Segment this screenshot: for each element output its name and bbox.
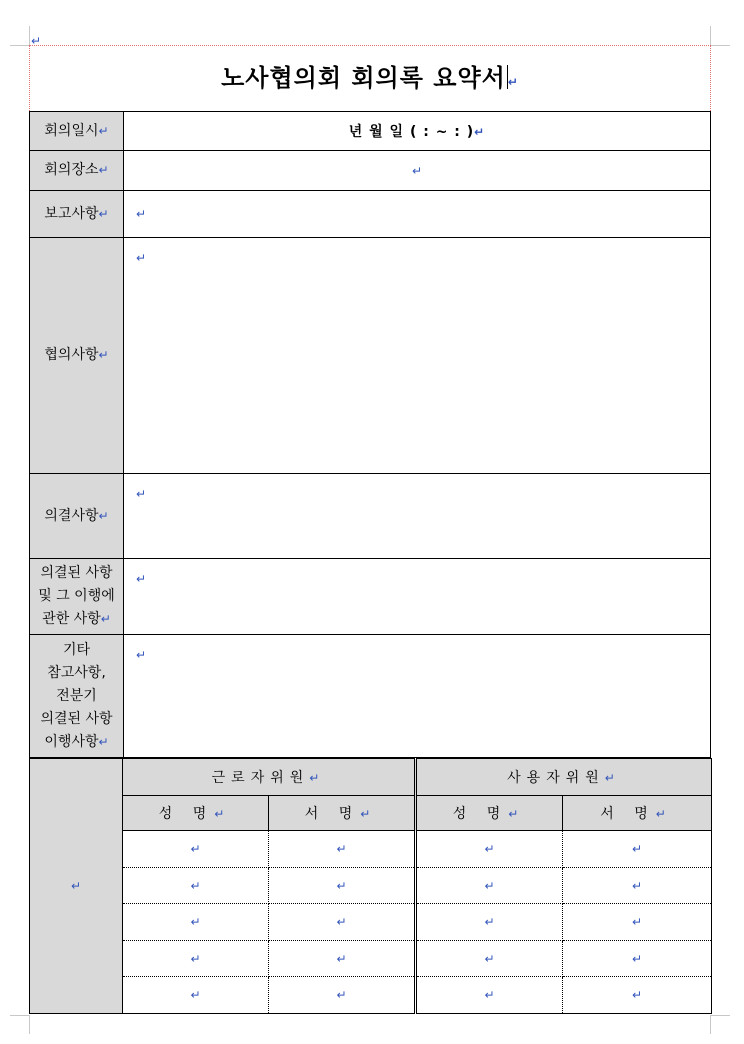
worker-name-header: 성 명↵ [123, 796, 269, 831]
signature-label-cell: ↵ [30, 759, 123, 1014]
crop-mark [29, 26, 30, 45]
worker-sign-cell[interactable]: ↵ [269, 868, 416, 904]
worker-sign-cell[interactable]: ↵ [269, 941, 416, 977]
document-title[interactable] [29, 58, 711, 93]
label-discuss: 협의사항↵ [30, 238, 124, 474]
field-resolve[interactable]: ↵ [124, 474, 711, 559]
worker-name-cell[interactable]: ↵ [123, 831, 269, 868]
margin-guide [29, 45, 711, 46]
worker-name-cell[interactable]: ↵ [123, 977, 269, 1014]
minutes-table [29, 111, 711, 758]
label-etc: 기타 참고사항, 전분기 의결된 사항 이행사항↵ [30, 635, 124, 758]
employer-sign-cell[interactable]: ↵ [563, 977, 712, 1014]
worker-sign-header: 서 명↵ [269, 796, 416, 831]
employer-name-cell[interactable]: ↵ [416, 831, 563, 868]
employer-sign-cell[interactable]: ↵ [563, 868, 712, 904]
worker-committee-header: 근로자위원↵ [123, 759, 416, 796]
field-place[interactable]: ↵ [124, 151, 711, 191]
return-mark: ↵ [507, 75, 519, 89]
field-resolved-impl[interactable]: ↵ [124, 559, 711, 635]
signature-table [29, 758, 712, 1014]
employer-committee-header: 사용자위원↵ [416, 759, 712, 796]
worker-sign-cell[interactable]: ↵ [269, 977, 416, 1014]
field-date[interactable]: 년 월 일 ( : ~ : )↵ [124, 112, 711, 151]
label-resolved-impl: 의결된 사항 및 그 이행에 관한 사항↵ [30, 559, 124, 635]
label-date: 회의일시↵ [30, 112, 124, 151]
title-text: 노사협의회 회의록 요약서 [221, 64, 506, 92]
crop-mark [10, 45, 29, 46]
field-report[interactable]: ↵ [124, 191, 711, 238]
employer-name-cell[interactable]: ↵ [416, 904, 563, 941]
label-resolve: 의결사항↵ [30, 474, 124, 559]
crop-mark [710, 26, 711, 45]
crop-mark [710, 1015, 711, 1034]
employer-name-header: 성 명↵ [416, 796, 563, 831]
employer-name-cell[interactable]: ↵ [416, 868, 563, 904]
employer-sign-cell[interactable]: ↵ [563, 904, 712, 941]
employer-sign-header: 서 명↵ [563, 796, 712, 831]
crop-mark [711, 45, 730, 46]
field-discuss[interactable]: ↵ [124, 238, 711, 474]
worker-sign-cell[interactable]: ↵ [269, 831, 416, 868]
label-place: 회의장소↵ [30, 151, 124, 191]
employer-sign-cell[interactable]: ↵ [563, 831, 712, 868]
worker-sign-cell[interactable]: ↵ [269, 904, 416, 941]
employer-sign-cell[interactable]: ↵ [563, 941, 712, 977]
crop-mark [10, 1015, 29, 1016]
worker-name-cell[interactable]: ↵ [123, 868, 269, 904]
label-report: 보고사항↵ [30, 191, 124, 238]
field-etc[interactable]: ↵ [124, 635, 711, 758]
employer-name-cell[interactable]: ↵ [416, 977, 563, 1014]
worker-name-cell[interactable]: ↵ [123, 941, 269, 977]
return-mark: ↵ [31, 34, 42, 48]
crop-mark [711, 1015, 730, 1016]
crop-mark [29, 1015, 30, 1034]
employer-name-cell[interactable]: ↵ [416, 941, 563, 977]
worker-name-cell[interactable]: ↵ [123, 904, 269, 941]
